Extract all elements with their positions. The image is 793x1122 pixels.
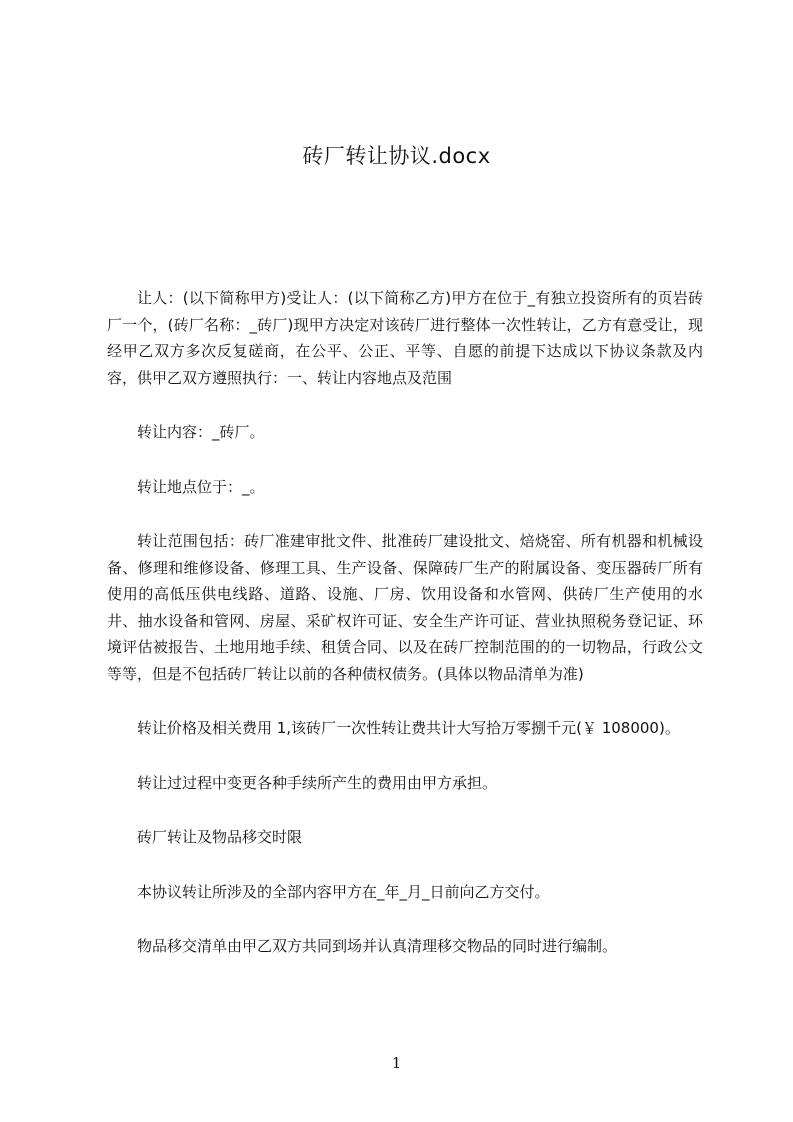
paragraph-spacer	[107, 500, 703, 528]
page-number: 1	[391, 1054, 402, 1072]
paragraph-spacer	[107, 687, 703, 715]
paragraph-transfer-location: 转让地点位于：_。	[137, 477, 265, 496]
document-title: 砖厂转让协议.docx	[302, 144, 491, 168]
paragraph-spacer	[107, 905, 703, 933]
paragraph-transfer-fees: 转让过过程中变更各种手续所产生的费用由甲方承担。	[137, 773, 498, 792]
paragraph-handover-list: 物品移交清单由甲乙双方共同到场并认真清理移交物品的同时进行编制。	[137, 937, 618, 955]
paragraph-spacer	[107, 742, 703, 770]
paragraph-spacer	[107, 851, 703, 879]
paragraph-handover-heading: 砖厂转让及物品移交时限	[137, 828, 303, 846]
paragraph-transfer-price: 转让价格及相关费用 1,该砖厂一次性转让费共计大写拾万零捌千元(￥ 108000)。	[137, 719, 680, 737]
paragraph-intro: 让人：(以下简称甲方)受让人：(以下简称乙方)甲方在位于_有独立投资所有的页岩砖厂一个，(砖厂名称：_砖厂)现甲方决定对该砖厂进行整体一次性转让，乙方有意受让，现经甲乙双方多次反复磋商，在公平、公正、平等、自愿的前提下达成以下协议条款及内容，供甲乙双方遵照执行：一、转让内容地点及范围	[107, 289, 703, 387]
paragraph-spacer	[107, 446, 703, 474]
paragraph-spacer	[107, 391, 703, 419]
paragraph-transfer-content: 转让内容：_砖厂。	[137, 423, 265, 441]
paragraph-spacer	[107, 796, 703, 824]
paragraph-handover-deadline: 本协议转让所涉及的全部内容甲方在_年_月_日前向乙方交付。	[137, 882, 550, 901]
paragraph-transfer-scope: 转让范围包括：砖厂准建审批文件、批准砖厂建设批文、焙烧窑、所有机器和机械设备、修理和维修设备、修理工具、生产设备、保障砖厂生产的附属设备、变压器砖厂所有使用的高低压供电线路、道路、设施、厂房、饮用设备和水管网、供砖厂生产使用的水井、抽水设备和管网、房屋、采矿权许可证、安全生产许可证、营业执照税务登记证、环境评估被报告、土地用地手续、租赁合同、以及在砖厂控制范围的的一切物品，行政公文等等，但是不包括砖厂转让以前的各种债权债务。(具体以物品清单为准)	[107, 532, 703, 683]
document-body	[107, 285, 703, 960]
